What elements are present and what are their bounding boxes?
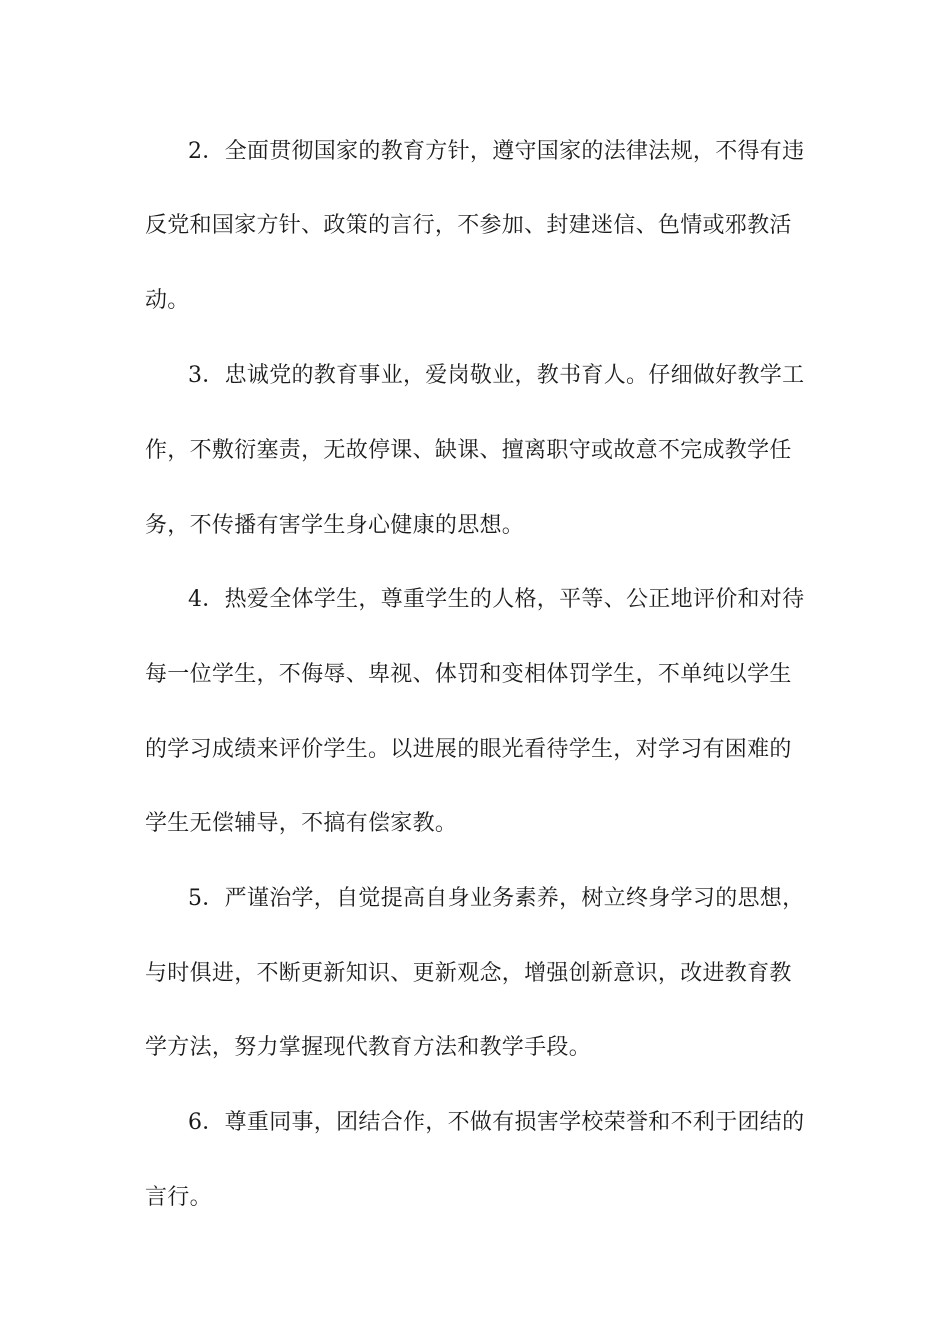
paragraph-2-line-2: 反党和国家方针、政策的言行，不参加、封建迷信、色情或邪教活 xyxy=(145,213,792,238)
paragraph-4-line-2: 每一位学生，不侮辱、卑视、体罚和变相体罚学生，不单纯以学生 xyxy=(145,662,792,687)
paragraph-6-line-1: 6．尊重同事，团结合作，不做有损害学校荣誉和不利于团结的 xyxy=(188,1110,805,1135)
paragraph-6-line-2: 言行。 xyxy=(145,1185,212,1210)
paragraph-3-line-1: 3．忠诚党的教育事业，爱岗敬业，教书育人。仔细做好教学工 xyxy=(188,363,805,388)
paragraph-5-line-1: 5．严谨治学，自觉提高自身业务素养，树立终身学习的思想， xyxy=(188,886,805,911)
paragraph-5-line-2: 与时俱进，不断更新知识、更新观念，增强创新意识，改进教育教 xyxy=(145,961,792,986)
paragraph-3-line-2: 作，不敷衍塞责，无故停课、缺课、擅离职守或故意不完成教学任 xyxy=(145,438,792,463)
paragraph-4-line-1: 4．热爱全体学生，尊重学生的人格，平等、公正地评价和对待 xyxy=(188,587,805,612)
paragraph-3-line-3: 务，不传播有害学生身心健康的思想。 xyxy=(145,513,525,538)
paragraph-2-line-3: 动。 xyxy=(145,288,190,313)
paragraph-5-line-3: 学方法，努力掌握现代教育方法和教学手段。 xyxy=(145,1035,592,1060)
paragraph-4-line-4: 学生无偿辅导，不搞有偿家教。 xyxy=(145,811,458,836)
paragraph-4-line-3: 的学习成绩来评价学生。以进展的眼光看待学生，对学习有困难的 xyxy=(145,737,792,762)
paragraph-2-line-1: 2．全面贯彻国家的教育方针，遵守国家的法律法规，不得有违 xyxy=(188,139,805,164)
